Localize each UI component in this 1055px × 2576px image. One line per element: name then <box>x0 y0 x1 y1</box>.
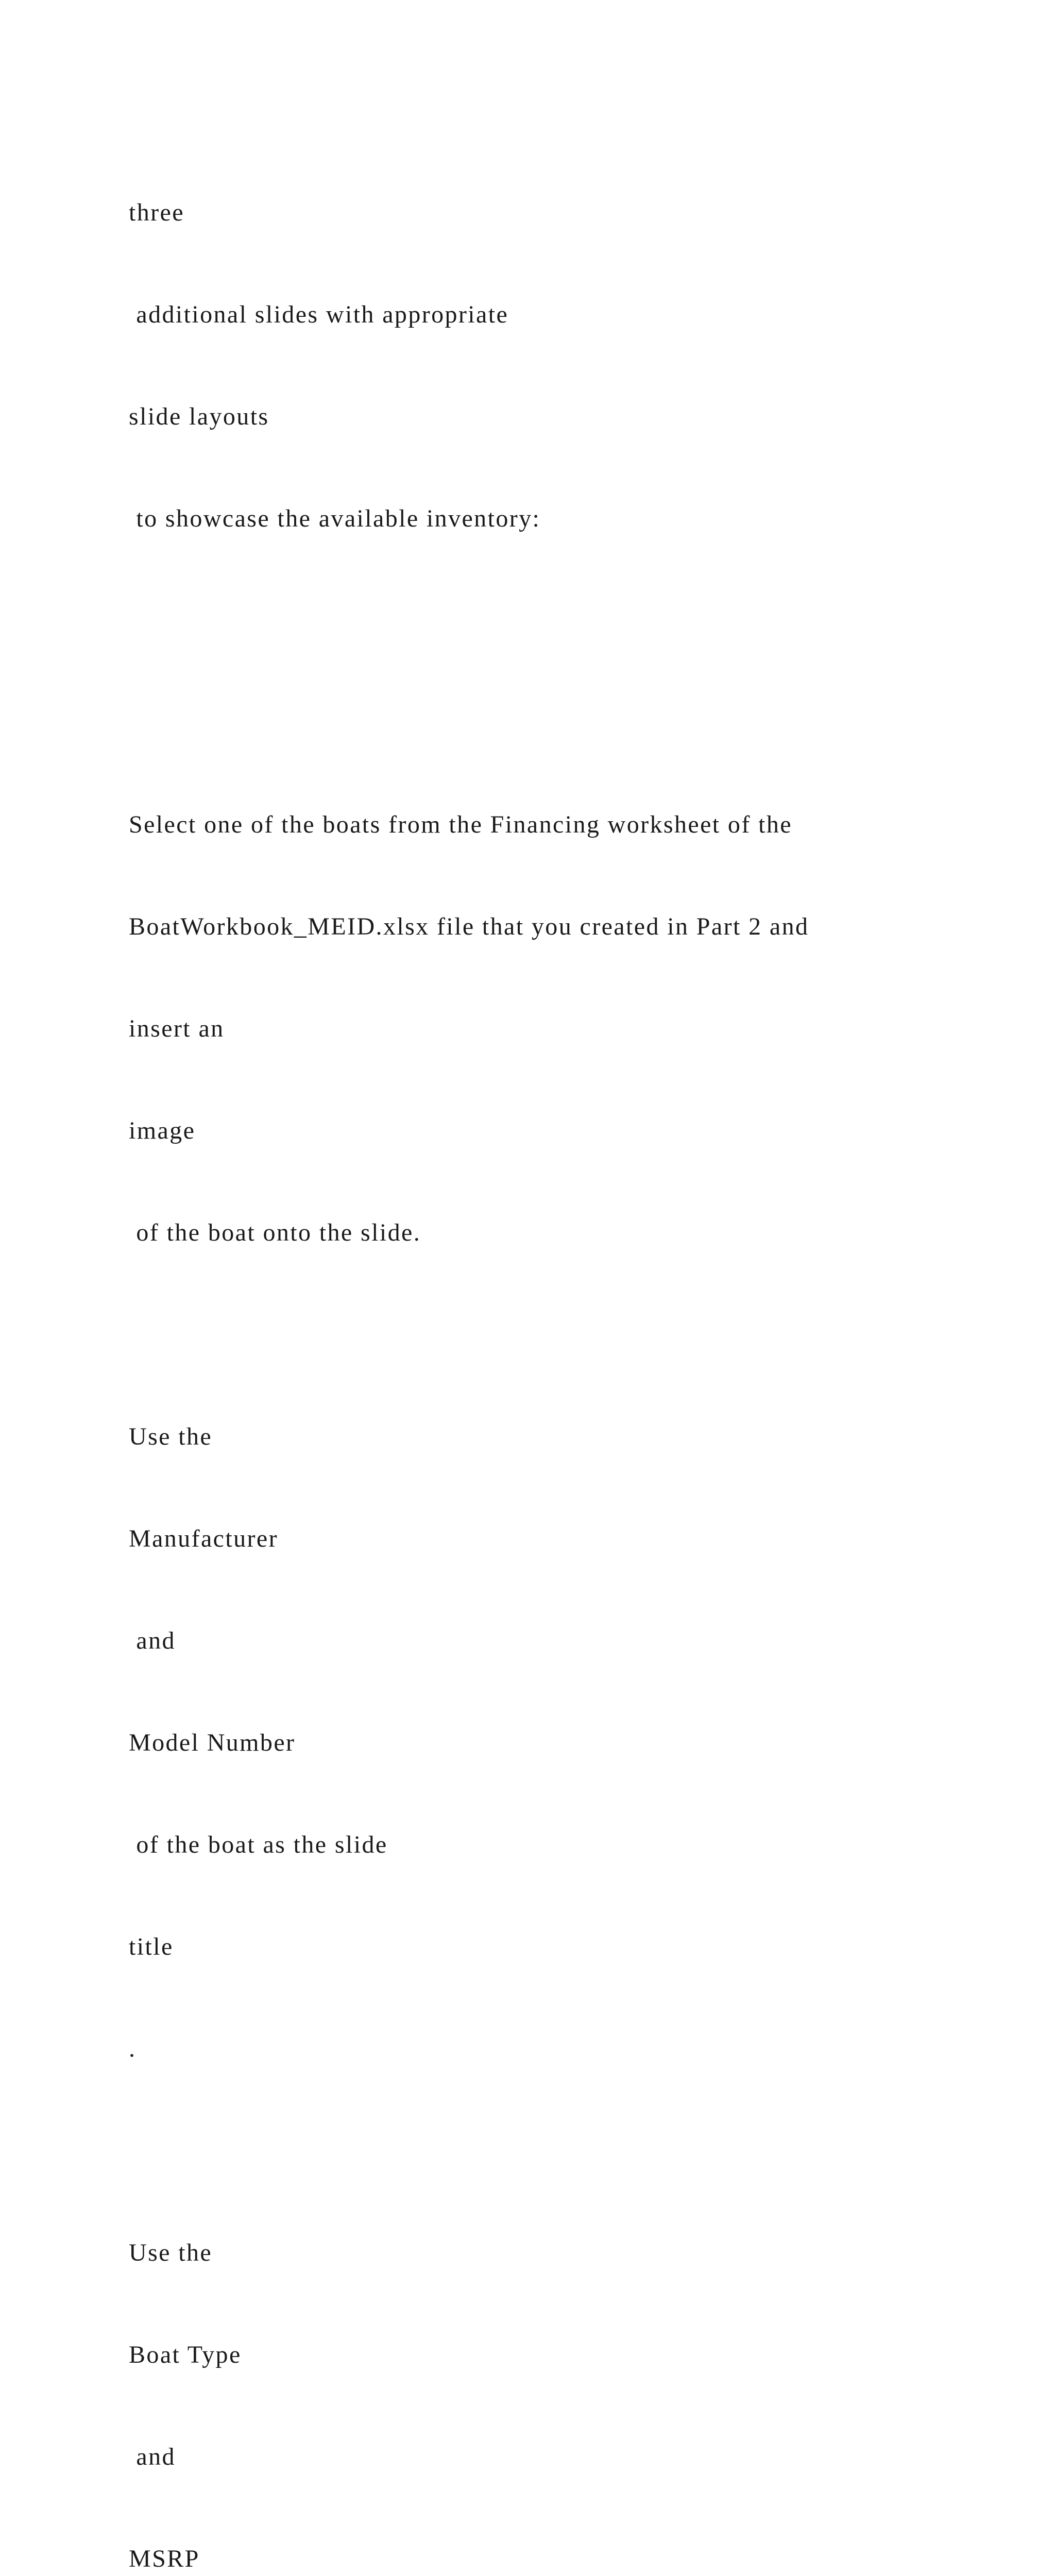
blank-line <box>129 1318 1005 1352</box>
text-line: Boat Type <box>129 2341 242 2368</box>
text-line: of the boat as the slide <box>129 1831 388 1858</box>
text-line: Model Number <box>129 1729 296 1756</box>
text-line: slide layouts <box>129 403 269 430</box>
text-line: Use the <box>129 1423 213 1450</box>
text-line: Select one of the boats from the Financing worksheet of the <box>129 811 792 838</box>
text-line: Use the <box>129 2239 213 2266</box>
text-line: and <box>129 2443 176 2470</box>
blank-line <box>129 706 1005 740</box>
text-line: BoatWorkbook_MEID.xlsx file that you created in Part 2 and <box>129 913 809 940</box>
text-line: to showcase the available inventory: <box>129 505 541 532</box>
text-line: title <box>129 1933 174 1960</box>
text-line: of the boat onto the slide. <box>129 1219 421 1246</box>
text-line: MSRP <box>129 2545 200 2572</box>
text-line: Manufacturer <box>129 1525 278 1552</box>
text-line: insert an <box>129 1015 225 1042</box>
blank-line <box>129 2134 1005 2168</box>
text-line: and <box>129 1627 176 1654</box>
blank-line <box>129 604 1005 638</box>
text-line: . <box>129 2035 137 2062</box>
text-line: image <box>129 1117 196 1144</box>
document-body <box>129 128 1005 2576</box>
text-line: additional slides with appropriate <box>129 301 509 328</box>
text-line: three <box>129 199 184 226</box>
